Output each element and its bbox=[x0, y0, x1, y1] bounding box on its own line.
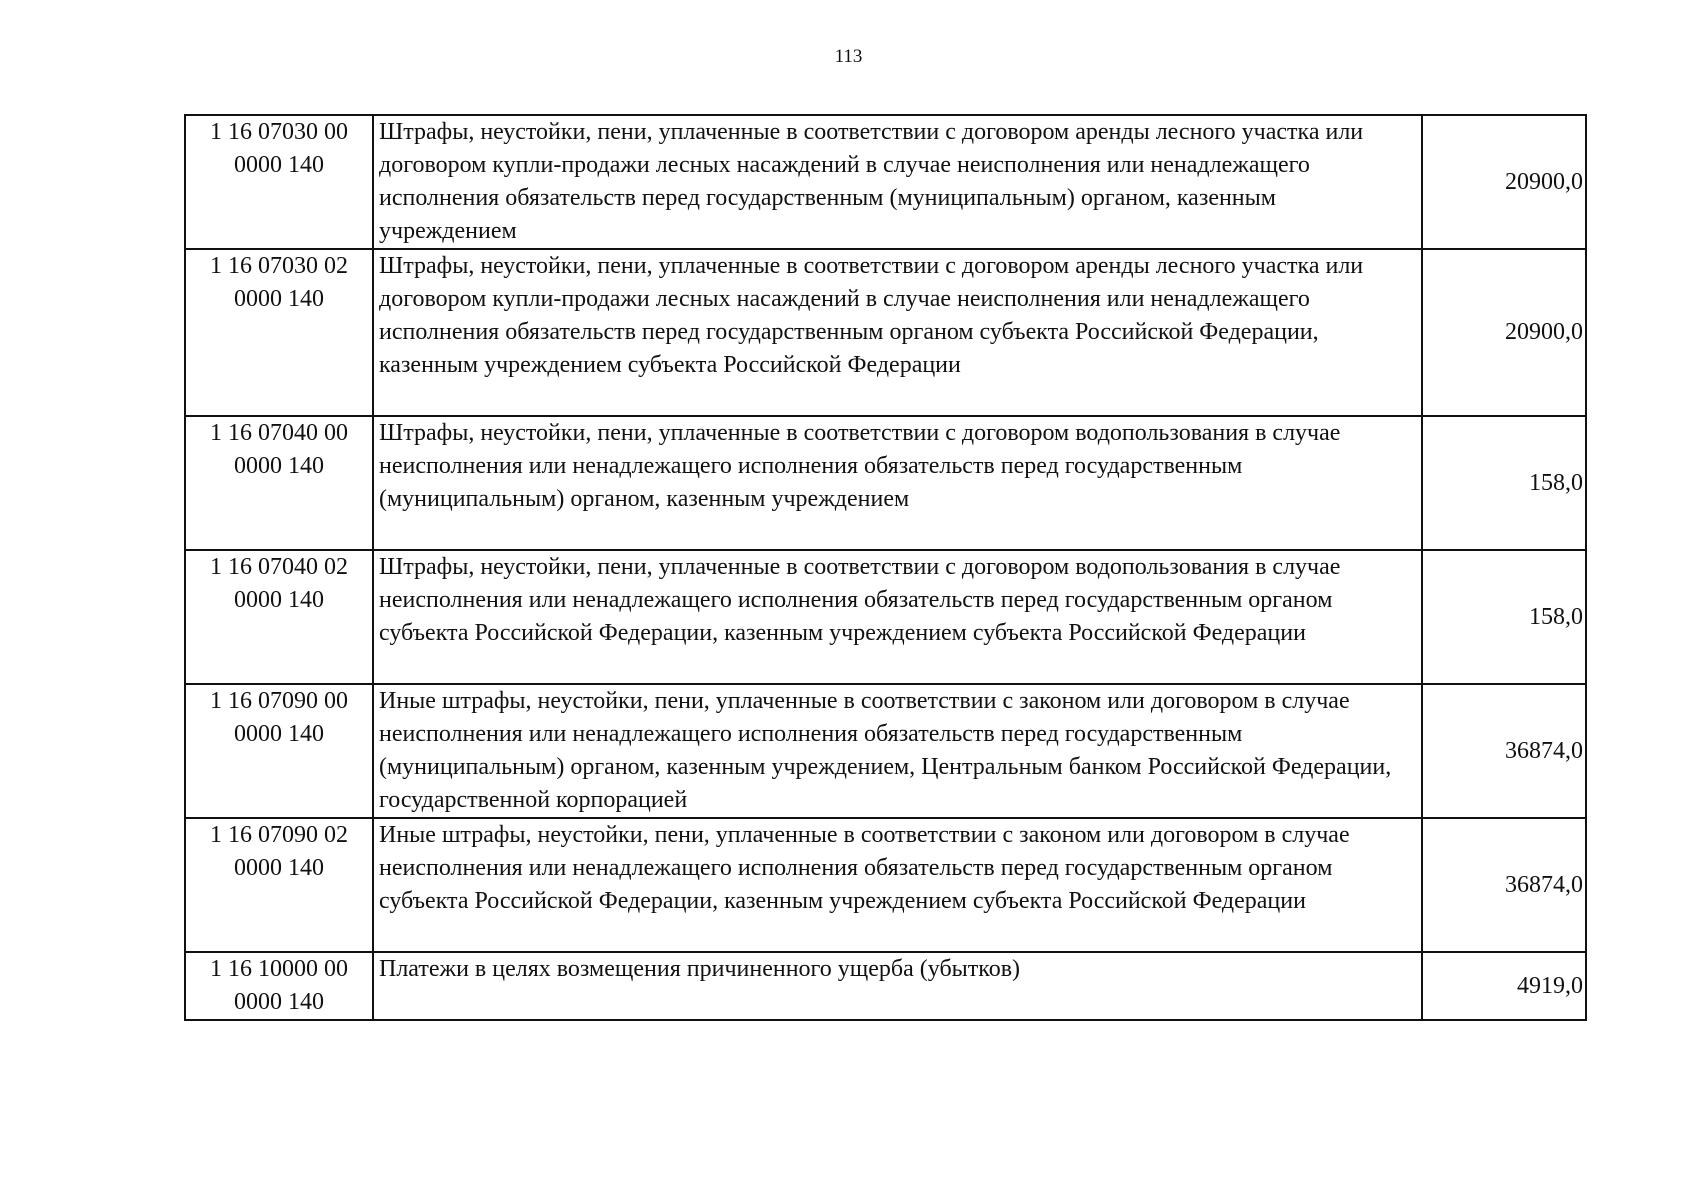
income-amount: 36874,0 bbox=[1422, 684, 1586, 818]
income-description: Штрафы, неустойки, пени, уплаченные в соответствии с договором водопользования в случае неисполнения или ненадлежащего исполнения обязательств перед государственным (муниципальным) органом, казенным учреждением bbox=[373, 416, 1422, 550]
revenue-table bbox=[184, 114, 1587, 1021]
page-number: 113 bbox=[834, 46, 863, 67]
income-amount: 4919,0 bbox=[1422, 952, 1586, 1020]
income-amount: 20900,0 bbox=[1422, 249, 1586, 416]
table-row bbox=[185, 684, 1586, 818]
income-code: 1 16 07090 00 0000 140 bbox=[185, 684, 373, 818]
income-amount: 158,0 bbox=[1422, 416, 1586, 550]
income-description: Иные штрафы, неустойки, пени, уплаченные в соответствии с законом или договором в случае неисполнения или ненадлежащего исполнения обязательств перед государственным органом субъекта Российской Федерации, казенным учреждением субъекта Российской Федерации bbox=[373, 818, 1422, 952]
income-description: Штрафы, неустойки, пени, уплаченные в соответствии с договором водопользования в случае неисполнения или ненадлежащего исполнения обязательств перед государственным органом субъекта Российской Федерации, казенным учреждением субъекта Российской Федерации bbox=[373, 550, 1422, 684]
table-row bbox=[185, 416, 1586, 550]
income-description: Платежи в целях возмещения причиненного ущерба (убытков) bbox=[373, 952, 1422, 1020]
income-code: 1 16 07040 00 0000 140 bbox=[185, 416, 373, 550]
table-row bbox=[185, 115, 1586, 249]
income-amount: 158,0 bbox=[1422, 550, 1586, 684]
income-code: 1 16 07040 02 0000 140 bbox=[185, 550, 373, 684]
income-code: 1 16 07030 02 0000 140 bbox=[185, 249, 373, 416]
income-code: 1 16 07030 00 0000 140 bbox=[185, 115, 373, 249]
income-description: Штрафы, неустойки, пени, уплаченные в соответствии с договором аренды лесного участка или договором купли-продажи лесных насаждений в случае неисполнения или ненадлежащего исполнения обязательств перед государственным (муниципальным) органом, казенным учреждением bbox=[373, 115, 1422, 249]
table-row bbox=[185, 952, 1586, 1020]
table-row bbox=[185, 818, 1586, 952]
income-code: 1 16 07090 02 0000 140 bbox=[185, 818, 373, 952]
table-row bbox=[185, 249, 1586, 416]
table-row bbox=[185, 550, 1586, 684]
income-amount: 20900,0 bbox=[1422, 115, 1586, 249]
income-description: Иные штрафы, неустойки, пени, уплаченные в соответствии с законом или договором в случае неисполнения или ненадлежащего исполнения обязательств перед государственным (муниципальным) органом, казенным учреждением, Центральным банком Российской Федерации, государственной корпорацией bbox=[373, 684, 1422, 818]
income-amount: 36874,0 bbox=[1422, 818, 1586, 952]
income-code: 1 16 10000 00 0000 140 bbox=[185, 952, 373, 1020]
income-description: Штрафы, неустойки, пени, уплаченные в соответствии с договором аренды лесного участка или договором купли-продажи лесных насаждений в случае неисполнения или ненадлежащего исполнения обязательств перед государственным органом субъекта Российской Федерации, казенным учреждением субъекта Российской Федерации bbox=[373, 249, 1422, 416]
